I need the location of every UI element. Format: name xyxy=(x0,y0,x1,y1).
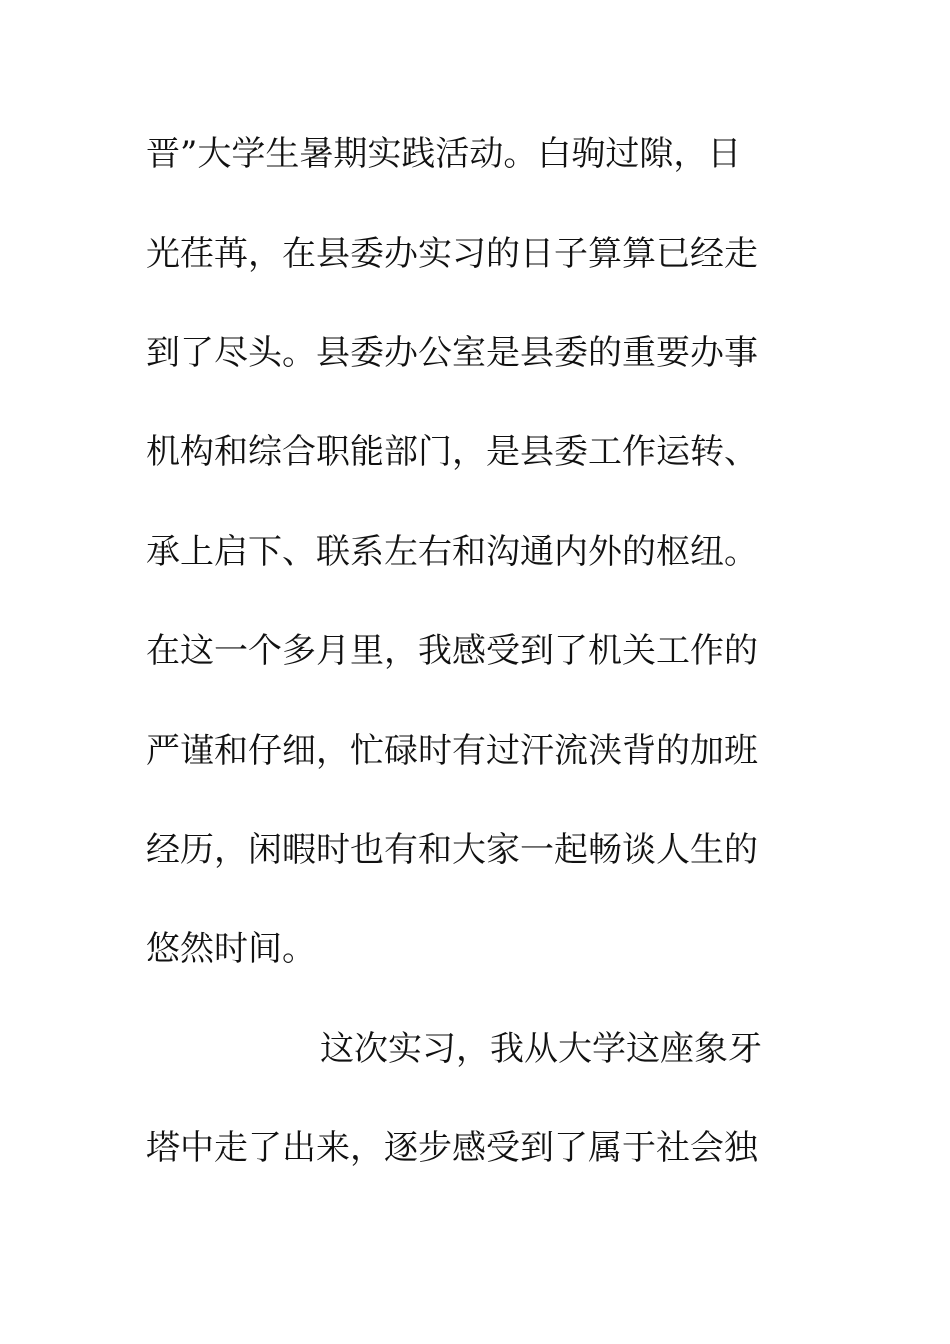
text-line: 经历，闲暇时也有和大家一起畅谈人生的 xyxy=(146,830,758,870)
text-line: 悠然时间。 xyxy=(146,929,316,969)
text-line: 到了尽头。县委办公室是县委的重要办事 xyxy=(146,333,758,373)
paragraph-first-line: 这次实习，我从大学这座象牙 xyxy=(320,1029,762,1069)
text-line: 晋”大学生暑期实践活动。白驹过隙，日 xyxy=(146,134,742,174)
text-line: 承上启下、联系左右和沟通内外的枢纽。 xyxy=(146,532,758,572)
text-line: 严谨和仔细，忙碌时有过汗流浃背的加班 xyxy=(146,731,758,771)
text-line: 机构和综合职能部门，是县委工作运转、 xyxy=(146,432,758,472)
text-line: 光荏苒，在县委办实习的日子算算已经走 xyxy=(146,234,758,274)
text-line: 塔中走了出来，逐步感受到了属于社会独 xyxy=(146,1128,758,1168)
text-line: 在这一个多月里，我感受到了机关工作的 xyxy=(146,631,758,671)
